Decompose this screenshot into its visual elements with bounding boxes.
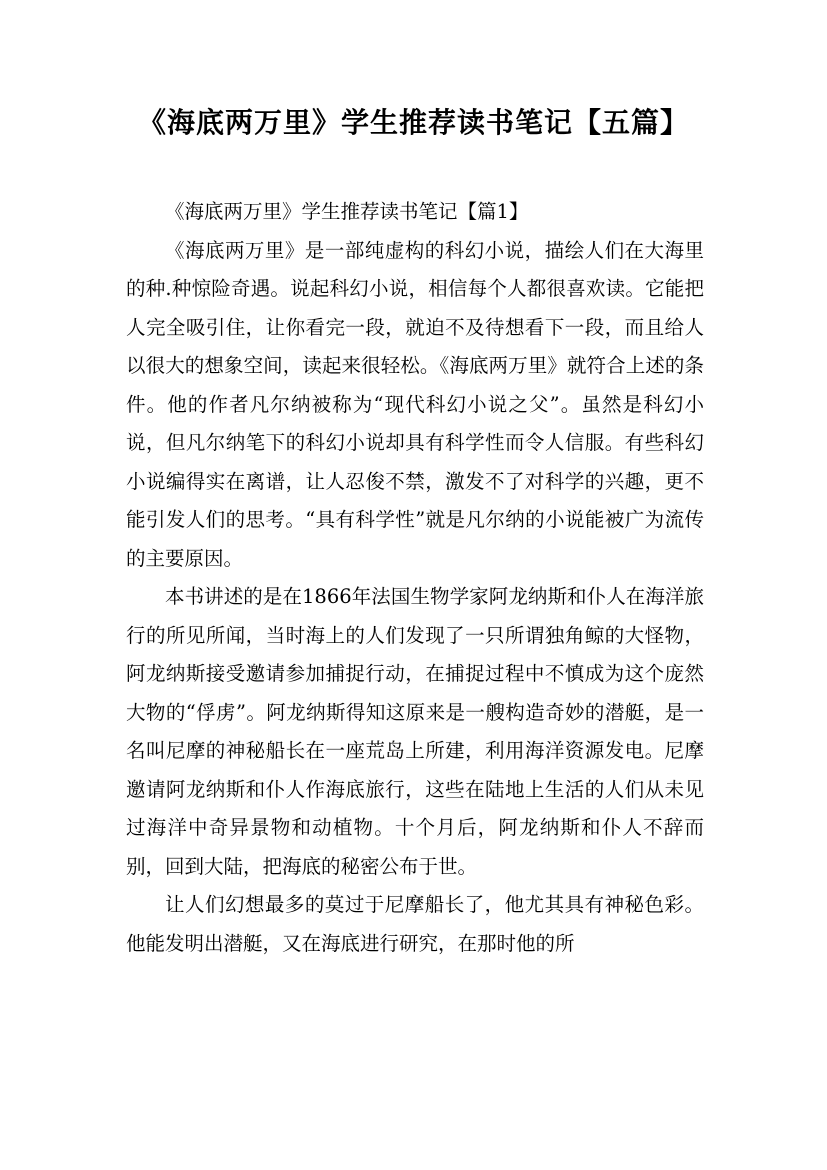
section-heading: 《海底两万里》学生推荐读书笔记【篇1】 <box>165 200 529 223</box>
document-title: 《海底两万里》学生推荐读书笔记【五篇】 <box>137 106 689 139</box>
body-paragraph: 《海底两万里》是一部纯虚构的科幻小说，描绘人们在大海里的种.种惊险奇遇。说起科幻小说，相信每个人都很喜欢读。它能把人完全吸引住，让你看完一段，就迫不及待想看下一段，而且给人以很大的想象空间，读起来很轻松。《海底两万里》就符合上述的条件。他的作者凡尔纳被称为“现代科幻小说之父”。虽然是科幻小说，但凡尔纳笔下的科幻小说却具有科学性而令人信服。有些科幻小说编得实在离谱，让人忍俊不禁，激发不了对科学的兴趣，更不能引发人们的思考。“具有科学性”就是凡尔纳的小说能被广为流传的主要原因。 <box>126 238 704 570</box>
body-paragraph: 本书讲述的是在1866年法国生物学家阿龙纳斯和仆人在海洋旅行的所见所闻，当时海上的人们发现了一只所谓独角鲸的大怪物，阿龙纳斯接受邀请参加捕捉行动，在捕捉过程中不慎成为这个庞然大物的“俘虏”。阿龙纳斯得知这原来是一艘构造奇妙的潜艇，是一名叫尼摩的神秘船长在一座荒岛上所建，利用海洋资源发电。尼摩邀请阿龙纳斯和仆人作海底旅行，这些在陆地上生活的人们从未见过海洋中奇异景物和动植物。十个月后，阿龙纳斯和仆人不辞而别，回到大陆，把海底的秘密公布于世。 <box>126 585 704 878</box>
body-paragraph: 让人们幻想最多的莫过于尼摩船长了，他尤其具有神秘色彩。他能发明出潜艇，又在海底进行研究，在那时他的所 <box>126 893 704 955</box>
document-body <box>126 193 704 963</box>
